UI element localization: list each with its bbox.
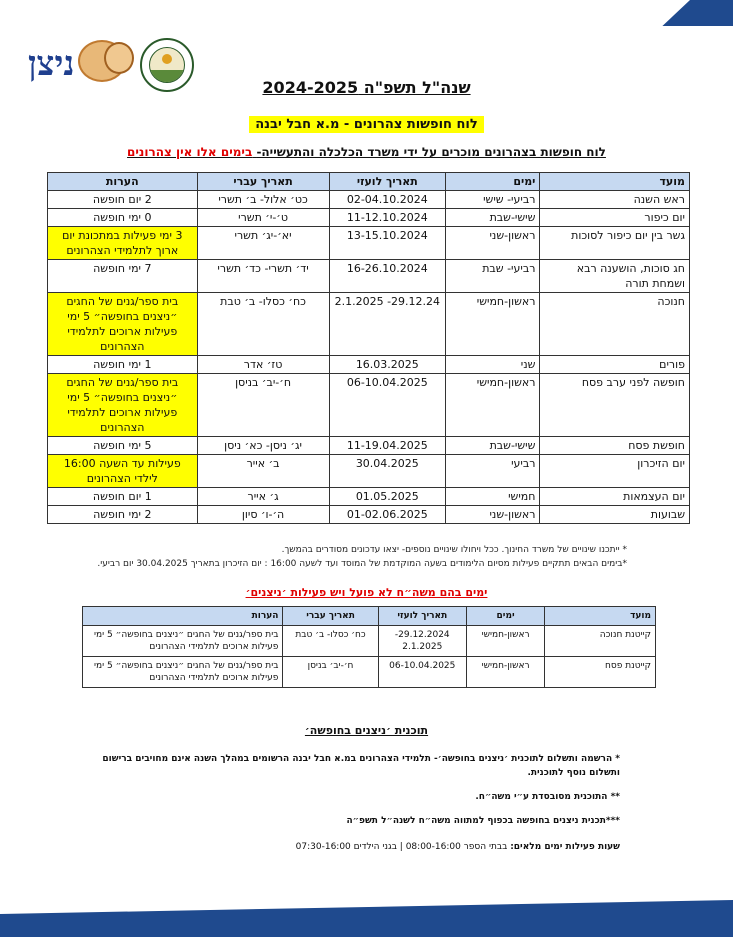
cell-yamim: ראשון-חמישי [466,626,544,657]
cell-yamim: רביעי- שבת [446,260,540,293]
cell-notes: בית ספר/גנים של החגים ״ניצנים בחופשה״ 5 ימי פעילות ארוכים לתלמידי הצהרונים [48,374,198,437]
table-row [83,626,656,657]
cell-yamim: רביעי- שישי [446,191,540,209]
cell-yamim: ראשון-שני [446,506,540,524]
cell-loazi: 02-04.10.2024 [329,191,446,209]
col-header-yamim: ימים [446,173,540,191]
cell-loazi: 11-19.04.2025 [329,437,446,455]
cell-yamim: שישי-שבת [446,437,540,455]
hours-label: שעות פעילות ימים מלאים: [510,842,620,852]
col-header-yamim: ימים [466,607,544,626]
program-notes [100,752,620,838]
table-row [48,488,690,506]
top-band-cut [0,0,690,26]
cell-notes: בית ספר/גנים של החגים ״ניצנים בחופשה״ 5 ימי פעילות ארוכים לתלמידי הצהרונים [83,626,283,657]
cell-ivri: כח׳ כסלו- ב׳ טבת [197,293,329,356]
col-header-moed: מועד [540,173,690,191]
cell-ivri: ב׳ אייר [197,455,329,488]
cell-loazi: 30.04.2025 [329,455,446,488]
program-note: ** התוכנית מסובסדת ע״י משה״ח. [475,792,620,802]
cell-loazi: 01-02.06.2025 [329,506,446,524]
cell-yamim: ראשון-חמישי [466,657,544,688]
cell-ivri: טז׳ אדר [197,356,329,374]
cell-yamim: ראשון-שני [446,227,540,260]
cell-notes: 0 ימי חופשה [48,209,198,227]
cell-yamim: שני [446,356,540,374]
cell-ivri: כח׳ כסלו- ב׳ טבת [283,626,378,657]
activity-hours [100,842,620,852]
cell-ivri: יג׳ ניסן- כא׳ ניסן [197,437,329,455]
table-header-row [83,607,656,626]
cell-ivri: ח׳-יב׳ בניסן [283,657,378,688]
col-header-ivri: תאריך עברי [283,607,378,626]
hours-text: בבתי הספר 08:00-16:00 | בגני הילדים 07:30-16:00 [295,842,508,852]
cell-loazi: 29.12.2024- 2.1.2025 [378,626,466,657]
col-header-notes: הערות [48,173,198,191]
cell-yamim: רביעי [446,455,540,488]
cell-moed: ראש השנה [540,191,690,209]
table-row [48,506,690,524]
cell-yamim: חמישי [446,488,540,506]
table-row [83,657,656,688]
intro-red-text: בימים אלו אין צהרונים [127,145,253,159]
col-header-loazi: תאריך לועזי [329,173,446,191]
cell-moed: שבועות [540,506,690,524]
col-header-moed: מועד [545,607,656,626]
table-row [48,437,690,455]
cell-notes: 3 ימי פעילות במתכונת יום ארוך לתלמידי הצהרונים [48,227,198,260]
cell-moed: קייטנת פסח [545,657,656,688]
cell-moed: חופשת פסח [540,437,690,455]
cell-yamim: ראשון-חמישי [446,293,540,356]
cell-yamim: שישי-שבת [446,209,540,227]
table-header-row [48,173,690,191]
cell-ivri: כט׳ אלול- ב׳ תשרי [197,191,329,209]
cell-ivri: יא׳-יג׳ תשרי [197,227,329,260]
cell-notes: בית ספר/גנים של החגים ״ניצנים בחופשה״ 5 ימי פעילות ארוכים לתלמידי הצהרונים [83,657,283,688]
cell-notes: 2 ימי חופשה [48,506,198,524]
cell-loazi: 16-26.10.2024 [329,260,446,293]
nitzanim-table [82,606,656,688]
col-header-ivri: תאריך עברי [197,173,329,191]
cell-notes: 1 ימי חופשה [48,356,198,374]
cell-notes: בית ספר/גנים של החגים ״ניצנים בחופשה״ 5 ימי פעילות ארוכים לתלמידי הצהרונים [48,293,198,356]
footnote: *בימים הבאים תתקיים פעילות מסיום הלימודים בשעה המוקדמת של המוסד ועד לשעה 16:00 : יום הזיכרון בתאריך 30.04.2025 יום רביעי. [97,559,627,569]
cell-notes: 1 יום חופשה [48,488,198,506]
cell-notes: 2 יום חופשה [48,191,198,209]
cell-moed: חג סוכות, הושענה רבא ושמחת תורה [540,260,690,293]
cell-loazi: 01.05.2025 [329,488,446,506]
table-row [48,293,690,356]
cell-notes: 7 ימי חופשה [48,260,198,293]
cell-moed: יום הזיכרון [540,455,690,488]
cell-ivri: יד׳ תשרי- כד׳ תשרי [197,260,329,293]
subtitle: לוח חופשות צהרונים - מ.א חבל יבנה [249,116,484,133]
cell-moed: פורים [540,356,690,374]
cell-notes: 5 ימי חופשה [48,437,198,455]
program-title: תוכנית ׳ניצנים בחופשה׳ [304,724,429,737]
cell-loazi: 06-10.04.2025 [378,657,466,688]
footnote: * ייתכנו שינויים של משרד החינוך. ככל ויחולו שינויים נוספים- יצאו עדכונים מסודרים בהמשך. [281,545,627,555]
cell-moed: חופשה לפני ערב פסח [540,374,690,437]
cell-ivri: ט׳-י׳ תשרי [197,209,329,227]
table-row [48,191,690,209]
intro-line: לוח חופשות בצהרונים מוכרים על ידי משרד הכלכלה והתעשייה- בימים אלו אין צהרונים [127,145,606,159]
cell-moed: גשר בין יום כיפור לסוכות [540,227,690,260]
nitzanim-logo: ניצן [22,40,132,88]
table-row [48,209,690,227]
cell-yamim: ראשון-חמישי [446,374,540,437]
cell-ivri: ה׳-ו׳ סיון [197,506,329,524]
program-note: ***תכנית ניצנים בחופשה בכפוף למתווה משה״ח לשנה״ל תשפ״ה [346,816,620,826]
cell-loazi: 16.03.2025 [329,356,446,374]
table-row [48,374,690,437]
table-row [48,356,690,374]
cell-moed: יום העצמאות [540,488,690,506]
cell-notes: פעילות עד השעה 16:00 לילדי הצהרונים [48,455,198,488]
cell-loazi: 06-10.04.2025 [329,374,446,437]
cell-ivri: ח׳-יב׳ בניסן [197,374,329,437]
cell-loazi: 29.12.24- 2.1.2025 [329,293,446,356]
cell-moed: קייטנת חנוכה [545,626,656,657]
cell-ivri: ג׳ אייר [197,488,329,506]
cell-moed: יום כיפור [540,209,690,227]
program-note: * הרשמה ותשלום לתוכנית ׳ניצנים בחופשה׳- תלמידי הצהרונים במ.א חבל יבנה הרשומים במהלך השנה אינם מחויבים ברישום ותשלום נוסף לתוכנית. [102,754,620,778]
col-header-loazi: תאריך לועזי [378,607,466,626]
cell-loazi: 11-12.10.2024 [329,209,446,227]
holidays-table [47,172,690,524]
table-row [48,260,690,293]
table-row [48,455,690,488]
nitzanim-days-title: ימים בהם משה״ח לא פועל ויש פעילות ׳ניצנים׳ [245,586,488,599]
cell-loazi: 13-15.10.2024 [329,227,446,260]
cell-moed: חנוכה [540,293,690,356]
page-title: שנה"ל תשפ"ה 2024-2025 [262,78,471,97]
footnotes [47,543,627,571]
table-row [48,227,690,260]
col-header-notes: הערות [83,607,283,626]
